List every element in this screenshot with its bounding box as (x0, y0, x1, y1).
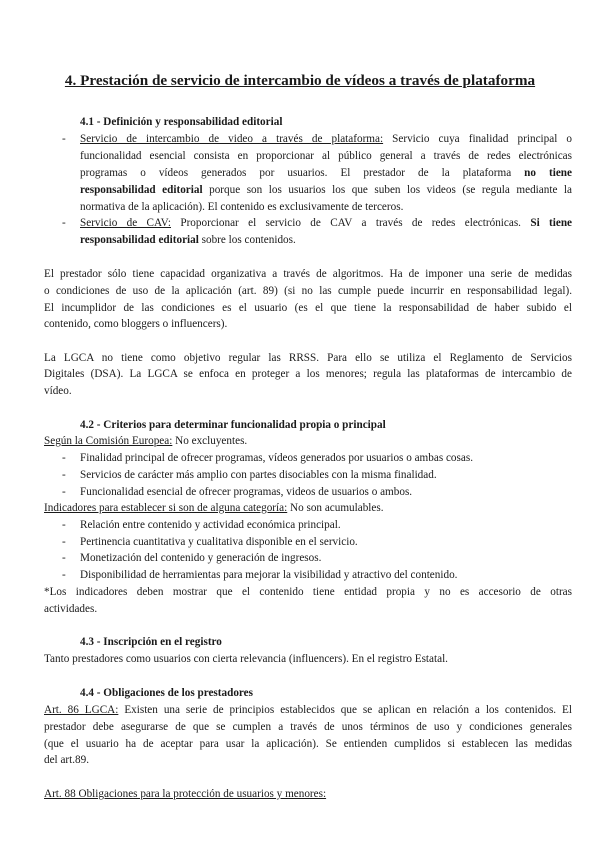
bullet-marker: - (62, 133, 66, 145)
indicators-label-line: Indicadores para establecer si son de alguna categoría: No son acumulables. (44, 502, 384, 514)
page-title: 4. Prestación de servicio de intercambio de vídeos a través de plataforma (64, 72, 536, 89)
paragraph-line: (que el usuario ha de aceptar para usar la aplicación). Se entienden cumplidos si establecen las medidas (44, 738, 572, 750)
section-4-4-heading: 4.4 - Obligaciones de los prestadores (80, 687, 253, 699)
paragraph-line: Tanto prestadores como usuarios con cierta relevancia (influencers). En el registro Estatal. (44, 653, 448, 665)
paragraph-line: funcionalidad esencial consista en proporcionar al público general a través de redes electrónicas (80, 150, 572, 162)
article-86-line: Art. 86 LGCA: Existen una serie de principios establecidos que se aplican en relación a los contenidos. El (44, 704, 572, 716)
bullet-marker: - (62, 519, 66, 531)
bullet-marker: - (62, 217, 66, 229)
section-4-2-heading: 4.2 - Criterios para determinar funcionalidad propia o principal (80, 419, 386, 431)
paragraph-line: El incumplidor de las condiciones es el usuario (es el que tiene la responsabilidad de haber subido el (44, 302, 572, 314)
term-label: Servicio de intercambio de video a través de plataforma: (80, 133, 384, 145)
bullet-marker: - (62, 552, 66, 564)
list-item: Servicios de carácter más amplio con partes disociables con la misma finalidad. (80, 469, 437, 481)
note-line: *Los indicadores deben mostrar que el contenido tiene entidad propia y no es accesorio de otras (44, 586, 572, 598)
term-label: Servicio de CAV: (80, 217, 171, 229)
paragraph-line: del art.89. (44, 754, 90, 766)
bullet-marker: - (62, 469, 66, 481)
note-line: actividades. (44, 603, 98, 615)
list-item: Funcionalidad esencial de ofrecer programas, videos de usuarios o ambos. (80, 486, 413, 498)
bullet-cav-line: Servicio de CAV: Proporcionar el servicio de CAV a través de redes electrónicas. Si tiene (80, 217, 572, 229)
paragraph-line: responsabilidad editorial porque son los usuarios los que suben los videos (se regula mediante la (80, 184, 572, 196)
paragraph-line: normativa de la aplicación). El contenido es exclusivamente de terceros. (80, 201, 404, 213)
bullet-definition-line: Servicio de intercambio de video a través de plataforma: Servicio cuya finalidad principal o (80, 133, 572, 145)
paragraph-line: prestador debe asegurarse de que se cumplen a través de unos términos de uso y condiciones generales (44, 721, 572, 733)
paragraph-line: programas o vídeos generados por usuarios. El prestador de la plataforma no tiene (80, 167, 572, 179)
bullet-marker: - (62, 536, 66, 548)
article-88-heading: Art. 88 Obligaciones para la protección de usuarios y menores: (44, 788, 327, 800)
paragraph-line: contenido, como bloggers o influencers). (44, 318, 228, 330)
bullet-marker: - (62, 486, 66, 498)
list-item: Relación entre contenido y actividad económica principal. (80, 519, 341, 531)
criteria-label-line: Según la Comisión Europea: No excluyentes. (44, 435, 248, 447)
paragraph-line: vídeo. (44, 385, 72, 397)
bullet-marker: - (62, 569, 66, 581)
bullet-marker: - (62, 452, 66, 464)
paragraph-line: responsabilidad editorial sobre los contenidos. (80, 234, 296, 246)
list-item: Finalidad principal de ofrecer programas, vídeos generados por usuarios o ambas cosas. (80, 452, 473, 464)
paragraph-line: El prestador sólo tiene capacidad organizativa a través de algoritmos. Ha de imponer una serie de medidas (44, 268, 572, 280)
list-item: Monetización del contenido y generación de ingresos. (80, 552, 322, 564)
paragraph-line: o condiciones de uso de la aplicación (art. 89) (si no las cumple puede incurrir en responsabilidad legal). (44, 285, 572, 297)
list-item: Pertinencia cuantitativa y cualitativa disponible en el servicio. (80, 536, 358, 548)
paragraph-line: Digitales (DSA). La LGCA se enfoca en proteger a los menores; regula las plataformas de intercambio de (44, 368, 572, 380)
list-item: Disponibilidad de herramientas para mejorar la visibilidad y atractivo del contenido. (80, 569, 458, 581)
section-4-3-heading: 4.3 - Inscripción en el registro (80, 636, 222, 648)
section-4-1-heading: 4.1 - Definición y responsabilidad editorial (80, 116, 283, 128)
paragraph-line: La LGCA no tiene como objetivo regular las RRSS. Para ello se utiliza el Reglamento de Servicios (44, 352, 572, 364)
